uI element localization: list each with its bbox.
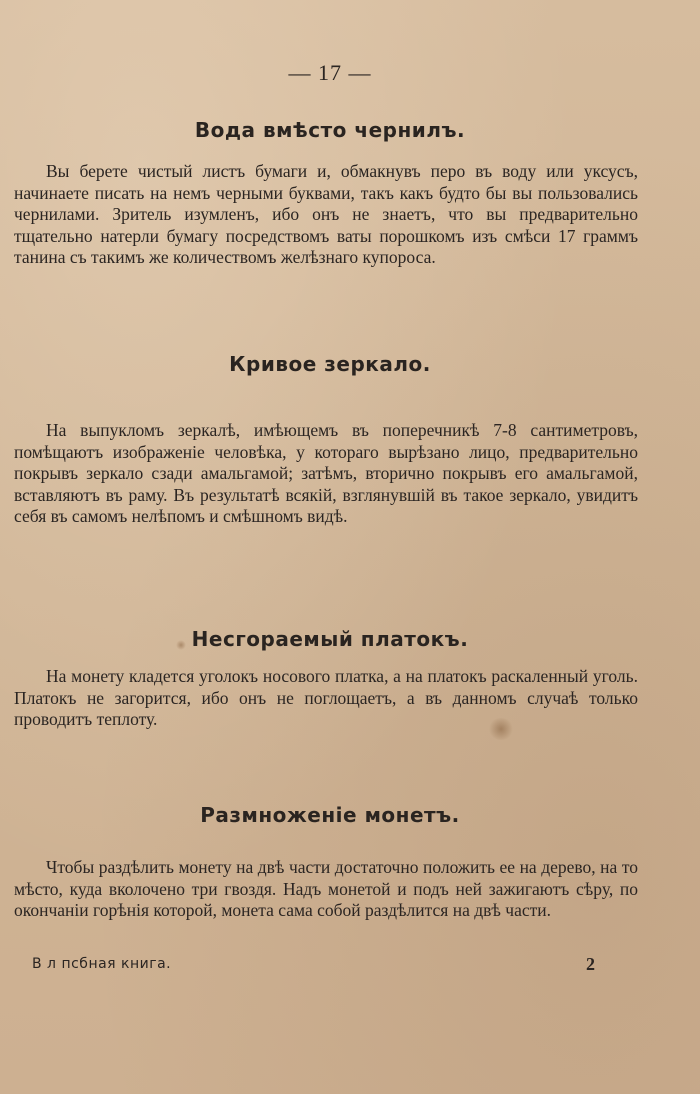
paragraph: Чтобы раздѣлить монету на двѣ части достаточно положить ее на дерево, на то мѣсто, куда вколочено три гвоздя. Надъ монетой и подъ ней зажигаютъ сѣру, по окончаніи горѣнія которой, монета сама собой раздѣлится на двѣ части. [14,857,638,920]
signature-mark: 2 [586,954,595,974]
section-title-coins: Размноженіе монетъ. [200,803,460,827]
paragraph: Вы берете чистый листъ бумаги и, обмакнувъ перо въ воду или уксусъ, начинаете писать на немъ черными буквами, такъ какъ будто бы вы пользовались чернилами. Зритель изумленъ, ибо онъ не знаетъ, что вы предварительно тщательно натерли бумагу посредствомъ ваты порошкомъ изъ смѣси 17 граммъ танина съ такимъ же количествомъ желѣзнаго купороса. [14,161,638,267]
section-text-coins [14,857,638,922]
paragraph: На выпукломъ зеркалѣ, имѣющемъ въ поперечникѣ 7-8 сантиметровъ, помѣщаютъ изображеніе человѣка, у котораго вырѣзано лицо, предварительно покрывъ зеркало сзади амальгамой; затѣмъ, вторично покрывъ его амальгамой, вставляютъ въ раму. Въ результатѣ всякій, взглянувшій въ такое зеркало, увидитъ себя въ самомъ нелѣпомъ и смѣшномъ видѣ. [14,420,638,526]
footer-signature: В л псбная книга. [32,956,172,972]
section-title-handkerchief: Несгораемый платокъ. [191,627,469,651]
page-number: — 17 — [288,60,372,85]
section-text-mirror [14,420,638,528]
section-title-mirror: Кривое зеркало. [229,352,431,376]
paper-stain [176,640,186,650]
section-text-handkerchief [14,666,638,731]
section-title-ink: Вода вмѣсто чернилъ. [194,118,466,142]
paper-stain [488,718,514,740]
section-text-ink [14,161,638,269]
paragraph: На монету кладется уголокъ носового платка, а на платокъ раскаленный уголь. Платокъ не загорится, ибо онъ не поглощаетъ, а въ данномъ случаѣ только проводитъ теплоту. [14,666,638,729]
